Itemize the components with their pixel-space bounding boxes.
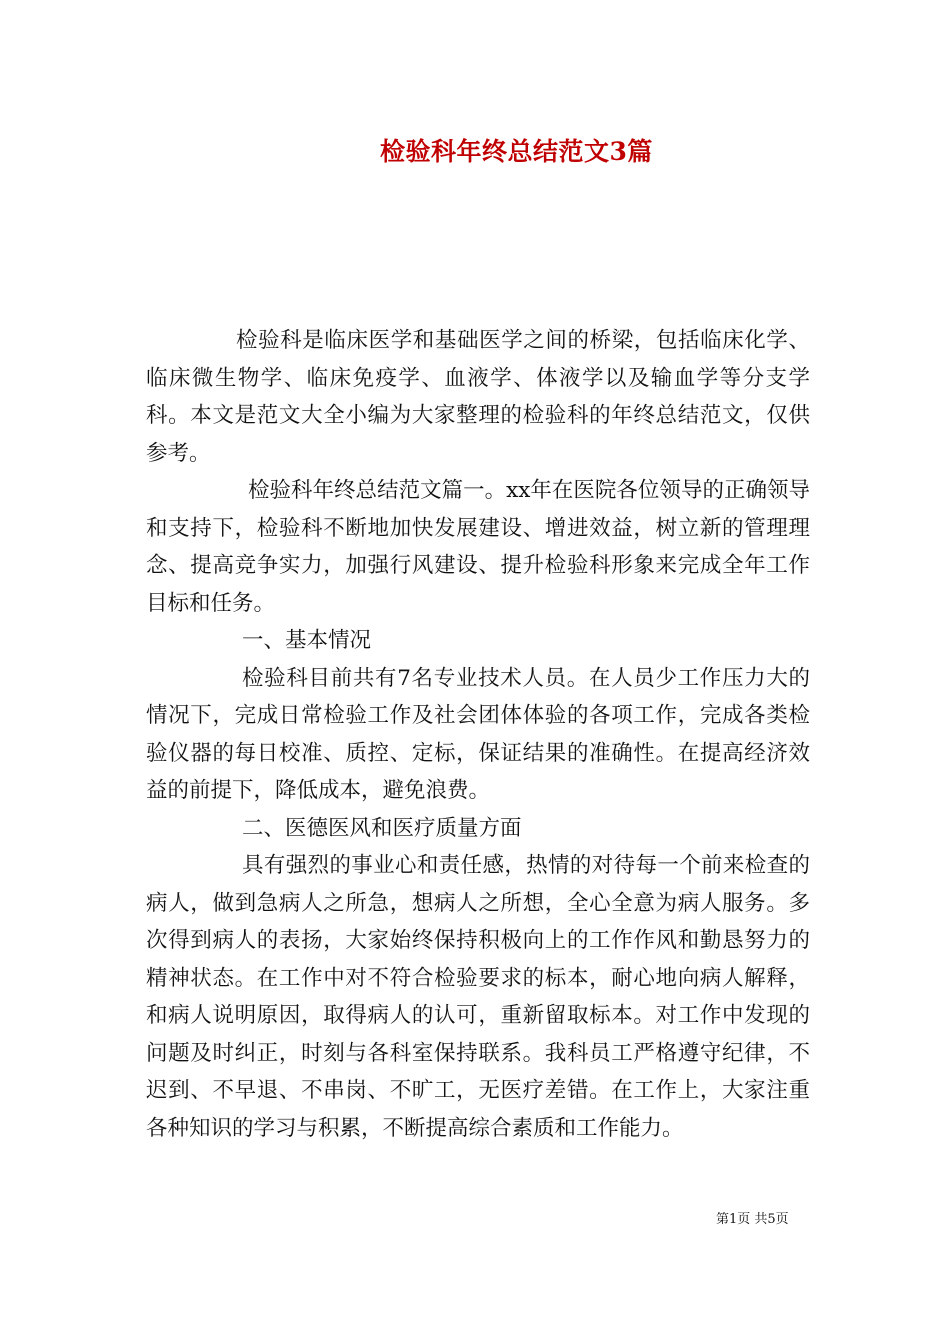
medical-ethics-paragraph: 具有强烈的事业心和责任感，热情的对待每一个前来检查的病人，做到急病人之所急，想病人之所想，全心全意为病人服务。多次得到病人的表扬，大家始终保持积极向上的工作作风和勤恳努力的精神状态。在工作中对不符合检验要求的标本，耐心地向病人解释，和病人说明原因，取得病人的认可，重新留取标本。对工作中发现的问题及时纠正，时刻与各科室保持联系。我科员工严格遵守纪律，不迟到、不早退、不串岗、不旷工，无医疗差错。在工作上，大家注重各种知识的学习与积累，不断提高综合素质和工作能力。: [146, 853, 810, 1141]
intro-paragraph: 检验科是临床医学和基础医学之间的桥梁，包括临床化学、临床微生物学、临床免疫学、血液学、体液学以及输血学等分支学科。本文是范文大全小编为大家整理的检验科的年终总结范文，仅供参考。: [146, 328, 810, 466]
document-body: [146, 322, 810, 1147]
basic-situation-paragraph: 检验科目前共有7名专业技术人员。在人员少工作压力大的情况下，完成日常检验工作及社会团体体验的各项工作，完成各类检验仪器的每日校准、质控、定标，保证结果的准确性。在提高经济效益的前提下，降低成本，避免浪费。: [146, 665, 810, 803]
document-title: 检验科年终总结范文3篇: [380, 137, 653, 166]
heading-basic-situation: 一、基本情况: [242, 628, 372, 653]
heading-medical-ethics: 二、医德医风和医疗质量方面: [242, 815, 522, 841]
page-number-footer: 第1页 共5页: [716, 1212, 789, 1227]
section-one-paragraph: 检验科年终总结范文篇一。xx年在医院各位领导的正确领导和支持下，检验科不断地加快发展建设、增进效益，树立新的管理理念、提高竞争实力，加强行风建设、提升检验科形象来完成全年工作目标和任务。: [146, 478, 810, 616]
